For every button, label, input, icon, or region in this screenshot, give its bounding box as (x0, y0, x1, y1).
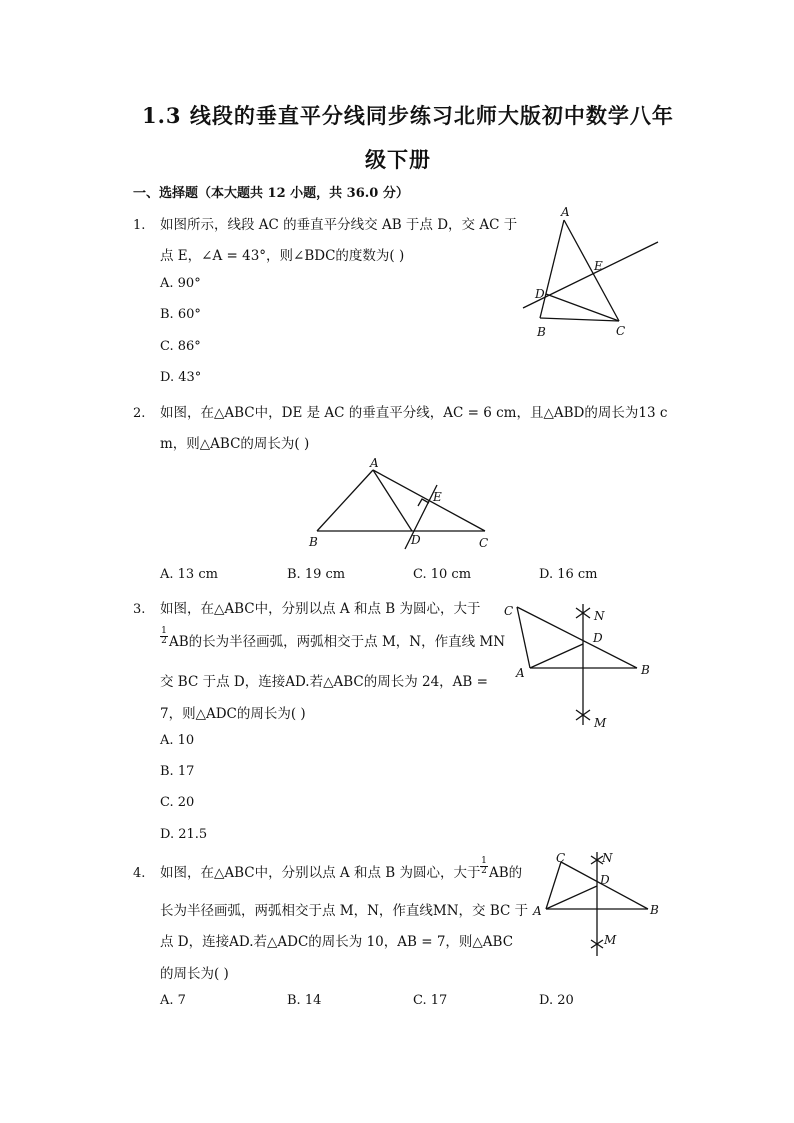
question-text: AB的长为半径画弧，两弧相交于点 M，N，作直线 MN (169, 634, 506, 650)
figure-q1 (515, 200, 665, 345)
vertex-label-e: E (594, 259, 603, 273)
fraction-numerator: 1 (161, 626, 167, 636)
vertex-label-d: D (535, 287, 545, 301)
option-d: D. 43° (160, 370, 202, 385)
vertex-label-a: A (533, 904, 542, 918)
vertex-label-b: B (309, 535, 318, 549)
section-heading: 一、选择题（本大题共 12 小题，共 36.0 分） (133, 186, 409, 201)
vertex-label-b: B (641, 663, 650, 677)
question-number: 1. (133, 218, 146, 233)
vertex-label-c: C (504, 604, 514, 618)
question-text: 如图，在△ABC中，DE 是 AC 的垂直平分线，AC = 6 cm，且△ABD的周长为13 c (160, 405, 668, 421)
option-c: C. 10 cm (413, 567, 472, 582)
option-c: C. 20 (160, 795, 195, 810)
fraction-denominator: 2 (161, 636, 167, 646)
question-number: 3. (133, 602, 146, 617)
vertex-label-d: D (593, 631, 603, 645)
question-text: AB的 (489, 865, 523, 881)
vertex-label-a: A (516, 666, 525, 680)
vertex-label-d: D (600, 873, 610, 887)
vertex-label-m: M (604, 933, 617, 947)
question-text: 的周长为( ) (160, 966, 229, 982)
option-b: B. 19 cm (287, 567, 346, 582)
option-b: B. 60° (160, 307, 201, 322)
fraction-numerator: 1 (481, 856, 487, 866)
vertex-label-b: B (650, 903, 659, 917)
option-b: B. 17 (160, 764, 195, 779)
question-text: m，则△ABC的周长为( ) (160, 436, 310, 452)
vertex-label-n: N (594, 609, 605, 623)
option-c: C. 86° (160, 339, 201, 354)
question-text: 点 E，∠A = 43°，则∠BDC的度数为( ) (160, 248, 405, 264)
page-title-continued: 级下册 (365, 147, 431, 172)
question-number: 2. (133, 406, 146, 421)
fraction-denominator: 2 (481, 866, 487, 876)
vertex-label-a: A (561, 205, 570, 219)
option-d: D. 20 (539, 993, 574, 1008)
option-a: A. 13 cm (160, 567, 218, 582)
option-a: A. 7 (160, 993, 186, 1008)
question-text: 7，则△ADC的周长为( ) (160, 706, 306, 722)
option-d: D. 21.5 (160, 827, 208, 842)
option-d: D. 16 cm (539, 567, 598, 582)
question-text: 长为半径画弧，两弧相交于点 M，N，作直线MN，交 BC 于 (160, 903, 529, 919)
question-text: 交 BC 于点 D，连接AD.若△ABC的周长为 24，AB = (160, 674, 488, 690)
figure-q3 (500, 598, 660, 738)
question-number: 4. (133, 866, 146, 881)
question-text: 点 D，连接AD.若△ADC的周长为 10，AB = 7，则△ABC (160, 934, 514, 950)
question-text: 如图，在△ABC中，分别以点 A 和点 B 为圆心，大于 (160, 601, 481, 617)
vertex-label-a: A (370, 456, 379, 470)
option-c: C. 17 (413, 993, 448, 1008)
question-text: 如图所示，线段 AC 的垂直平分线交 AB 于点 D，交 AC 于 (160, 217, 518, 233)
vertex-label-d: D (411, 533, 421, 547)
vertex-label-n: N (602, 851, 613, 865)
figure-q2 (305, 455, 505, 555)
page-title: 1.3 线段的垂直平分线同步练习北师大版初中数学八年 (142, 103, 674, 128)
vertex-label-c: C (556, 851, 566, 865)
figure-q4 (530, 848, 670, 958)
option-b: B. 14 (287, 993, 322, 1008)
option-a: A. 90° (160, 276, 201, 291)
option-a: A. 10 (160, 733, 195, 748)
fraction-half (480, 857, 488, 876)
vertex-label-m: M (594, 716, 607, 730)
vertex-label-b: B (537, 325, 546, 339)
vertex-label-c: C (616, 324, 626, 338)
fraction-half (160, 627, 168, 646)
vertex-label-c: C (479, 536, 489, 550)
question-text: 如图，在△ABC中，分别以点 A 和点 B 为圆心，大于 (160, 865, 481, 881)
vertex-label-e: E (433, 490, 442, 504)
